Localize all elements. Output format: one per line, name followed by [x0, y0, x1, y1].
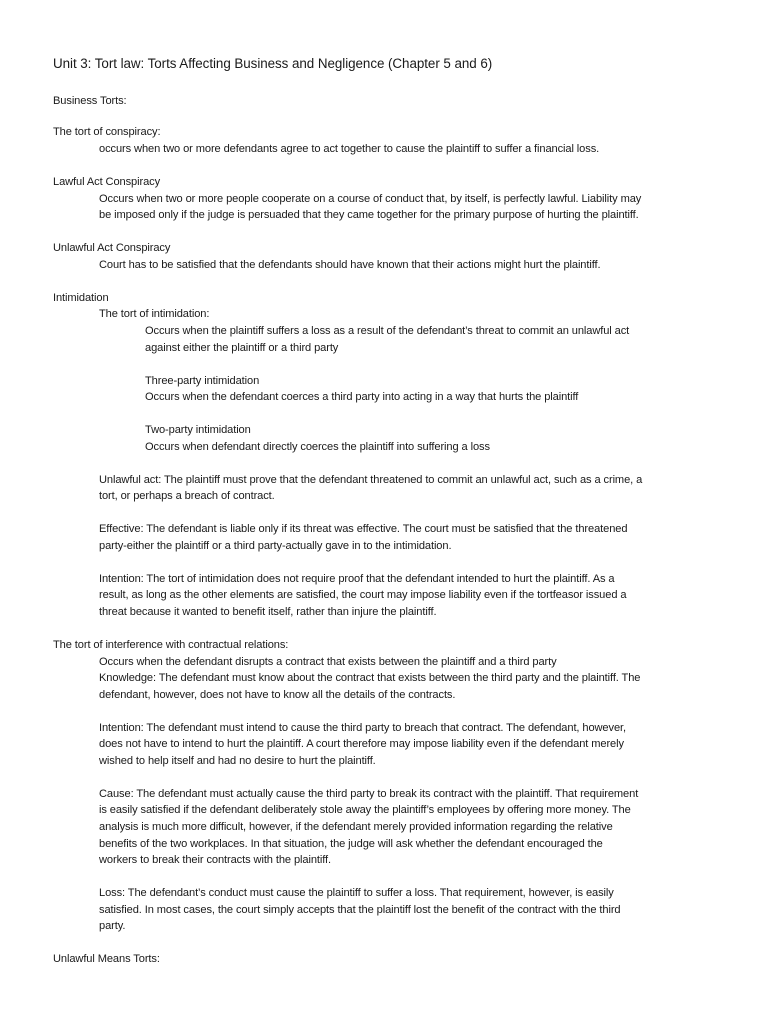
- paragraph-line: be imposed only if the judge is persuaded that they came together for the primary purpose of hurting the plaintiff.: [99, 209, 639, 221]
- paragraph-line: Occurs when the plaintiff suffers a loss as a result of the defendant’s threat to commit an unlawful act: [145, 325, 630, 337]
- paragraph-line: wished to help itself and had no desire to hurt the plaintiff.: [99, 755, 376, 767]
- paragraph-line: Cause: The defendant must actually cause the third party to break its contract with the plaintiff. That requirement: [99, 788, 639, 800]
- subheading-intimidation: Intimidation: [53, 292, 109, 304]
- paragraph-line: Occurs when defendant directly coerces the plaintiff into suffering a loss: [145, 441, 490, 453]
- document-title: Unit 3: Tort law: Torts Affecting Business and Negligence (Chapter 5 and 6): [53, 56, 493, 71]
- paragraph-line: result, as long as the other elements are satisfied, the court may impose liability even if the tortfeasor issued a: [99, 589, 627, 601]
- paragraph-line: satisfied. In most cases, the court simply accepts that the plaintiff lost the benefit of the contract with the third: [99, 904, 621, 916]
- paragraph-line: workers to break their contracts with the plaintiff.: [99, 854, 331, 866]
- paragraph-line: Occurs when two or more people cooperate on a course of conduct that, by itself, is perfectly lawful. Liability may: [99, 193, 642, 205]
- subheading-unlawful-act-conspiracy: Unlawful Act Conspiracy: [53, 242, 171, 254]
- paragraph-line: party.: [99, 920, 126, 932]
- paragraph-line: analysis is much more difficult, however, if the defendant merely provided information regarding the relative: [99, 821, 613, 833]
- subheading-lawful-act-conspiracy: Lawful Act Conspiracy: [53, 176, 161, 188]
- paragraph-line: Intention: The tort of intimidation does not require proof that the defendant intended to hurt the plaintiff. As a: [99, 573, 615, 585]
- paragraph-line: Effective: The defendant is liable only if its threat was effective. The court must be satisfied that the threatened: [99, 523, 628, 535]
- paragraph-line: benefits of the two workplaces. In that situation, the judge will ask whether the defendant encouraged the: [99, 838, 603, 850]
- paragraph-line: tort, or perhaps a breach of contract.: [99, 490, 275, 502]
- subheading-two-party-intimidation: Two-party intimidation: [145, 424, 251, 436]
- paragraph-line: Unlawful act: The plaintiff must prove that the defendant threatened to commit an unlawful act, such as a crime, a: [99, 474, 643, 486]
- paragraph-line: is easily satisfied if the defendant deliberately stole away the plaintiff’s employees by offering more money. The: [99, 804, 631, 816]
- paragraph-line: occurs when two or more defendants agree to act together to cause the plaintiff to suffer a financial loss.: [99, 143, 600, 155]
- paragraph-line: Occurs when the defendant coerces a third party into acting in a way that hurts the plaintiff: [145, 391, 579, 403]
- paragraph-line: defendant, however, does not have to know all the details of the contracts.: [99, 689, 456, 701]
- paragraph-line: threat because it wanted to benefit itself, rather than injure the plaintiff.: [99, 606, 437, 618]
- subheading-interference-contractual-relations: The tort of interference with contractual relations:: [53, 639, 289, 651]
- paragraph-line: Court has to be satisfied that the defendants should have known that their actions might hurt the plaintiff.: [99, 259, 601, 271]
- paragraph-line: does not have to intend to hurt the plaintiff. A court therefore may impose liability even if the defendant merely: [99, 738, 624, 750]
- subheading-tort-of-conspiracy: The tort of conspiracy:: [53, 126, 161, 138]
- paragraph-line: Intention: The defendant must intend to cause the third party to breach that contract. The defendant, however,: [99, 722, 626, 734]
- subheading-tort-of-intimidation: The tort of intimidation:: [99, 308, 210, 320]
- paragraph-line: Knowledge: The defendant must know about the contract that exists between the third party and the plaintiff. The: [99, 672, 641, 684]
- paragraph-line: Occurs when the defendant disrupts a contract that exists between the plaintiff and a third party: [99, 656, 557, 668]
- section-heading-business-torts: Business Torts:: [53, 95, 127, 107]
- paragraph-line: against either the plaintiff or a third party: [145, 342, 339, 354]
- subheading-three-party-intimidation: Three-party intimidation: [145, 375, 260, 387]
- paragraph-line: Loss: The defendant’s conduct must cause the plaintiff to suffer a loss. That requirement, however, is easily: [99, 887, 614, 899]
- paragraph-line: party-either the plaintiff or a third party-actually gave in to the intimidation.: [99, 540, 452, 552]
- section-heading-unlawful-means-torts: Unlawful Means Torts:: [53, 953, 160, 965]
